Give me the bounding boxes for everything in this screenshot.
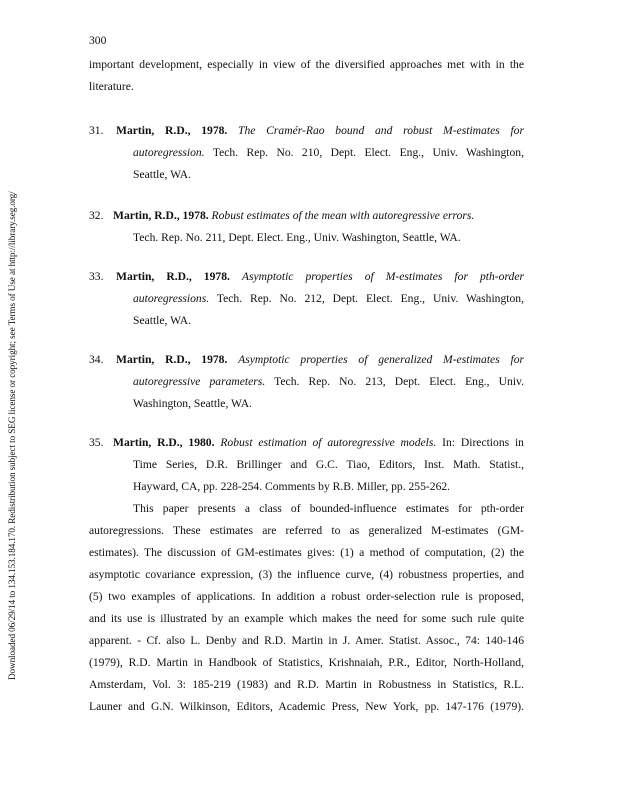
abstract-line: and its use is illustrated by an example which makes the need for some such rule quite bbox=[89, 612, 524, 625]
reference-33 bbox=[89, 266, 524, 332]
reference-title: The Cramér-Rao bound and robust M-estimates for bbox=[238, 124, 524, 137]
reference-publisher: Tech. Rep. No. 212, Dept. Elect. Eng., Univ. Washington, bbox=[216, 292, 524, 305]
reference-line: Tech. Rep. No. 211, Dept. Elect. Eng., Univ. Washington, Seattle, WA. bbox=[133, 231, 461, 244]
intro-line: important development, especially in view of the diversified approaches met with in the bbox=[89, 58, 524, 71]
reference-number: 32. bbox=[89, 209, 104, 222]
abstract-line: (1979), R.D. Martin in Handbook of Statistics, Krishnaiah, P.R., Editor, North-Holland, bbox=[89, 656, 524, 669]
reference-author: Martin, R.D., 1978. bbox=[116, 124, 228, 137]
reference-title: Asymptotic properties of generalized M-estimates for bbox=[238, 353, 524, 366]
abstract-paragraph bbox=[89, 498, 524, 718]
reference-line: Seattle, WA. bbox=[133, 168, 192, 181]
reference-35 bbox=[89, 432, 524, 498]
reference-line: Washington, Seattle, WA. bbox=[133, 397, 252, 410]
reference-title: Asymptotic properties of M-estimates for pth-order bbox=[241, 270, 524, 283]
reference-line: Hayward, CA, pp. 228-254. Comments by R.B. Miller, pp. 255-262. bbox=[133, 480, 451, 493]
reference-number: 34. bbox=[89, 353, 104, 366]
abstract-line: apparent. - Cf. also L. Denby and R.D. Martin in J. Amer. Statist. Assoc., 74: 140-146 bbox=[89, 634, 524, 647]
reference-title: Robust estimates of the mean with autoregressive errors. bbox=[211, 209, 475, 222]
reference-publisher: Tech. Rep. No. 213, Dept. Elect. Eng., Univ. bbox=[274, 375, 524, 388]
abstract-line: Launer and G.N. Wilkinson, Editors, Academic Press, New York, pp. 147-176 (1979). bbox=[89, 700, 524, 713]
reference-title: autoregressions. bbox=[133, 292, 210, 305]
abstract-line: autoregressions. These estimates are referred to as generalized M-estimates (GM- bbox=[89, 524, 524, 537]
reference-line: Seattle, WA. bbox=[133, 314, 192, 327]
abstract-line: estimates). The discussion of GM-estimates gives: (1) a method of computation, (2) the bbox=[89, 546, 524, 559]
reference-32 bbox=[89, 205, 524, 249]
reference-title: Robust estimation of autoregressive models. bbox=[220, 436, 437, 449]
intro-line: literature. bbox=[89, 80, 134, 93]
reference-34 bbox=[89, 349, 524, 415]
abstract-line: asymptotic covariance expression, (3) the influence curve, (4) robustness properties, and bbox=[89, 568, 524, 581]
reference-number: 33. bbox=[89, 270, 104, 283]
download-notice: Downloaded 06/29/14 to 134.153.184.170. Redistribution subject to SEG license or copyright; see Terms of Use at http://library.seg.org/ bbox=[7, 191, 17, 680]
abstract-line: Amsterdam, Vol. 3: 185-219 (1983) and R.D. Martin in Robustness in Statistics, R.L. bbox=[89, 678, 524, 691]
reference-title: autoregression. bbox=[133, 146, 205, 159]
page-number: 300 bbox=[89, 34, 107, 47]
reference-author: Martin, R.D., 1978. bbox=[116, 353, 228, 366]
reference-title: autoregressive parameters. bbox=[133, 375, 266, 388]
abstract-line: This paper presents a class of bounded-influence estimates for pth-order bbox=[133, 502, 524, 515]
reference-line: Time Series, D.R. Brillinger and G.C. Tiao, Editors, Inst. Math. Statist., bbox=[133, 458, 524, 471]
reference-author: Martin, R.D., 1978. bbox=[113, 209, 209, 222]
intro-paragraph bbox=[89, 54, 524, 98]
reference-number: 35. bbox=[89, 436, 104, 449]
reference-31 bbox=[89, 120, 524, 186]
reference-publisher: Tech. Rep. No. 210, Dept. Elect. Eng., Univ. Washington, bbox=[212, 146, 524, 159]
abstract-line: (5) two examples of applications. In addition a robust order-selection rule is proposed, bbox=[89, 590, 524, 603]
reference-publisher: In: Directions in bbox=[442, 436, 524, 449]
reference-author: Martin, R.D., 1978. bbox=[116, 270, 230, 283]
reference-number: 31. bbox=[89, 124, 104, 137]
reference-author: Martin, R.D., 1980. bbox=[113, 436, 215, 449]
